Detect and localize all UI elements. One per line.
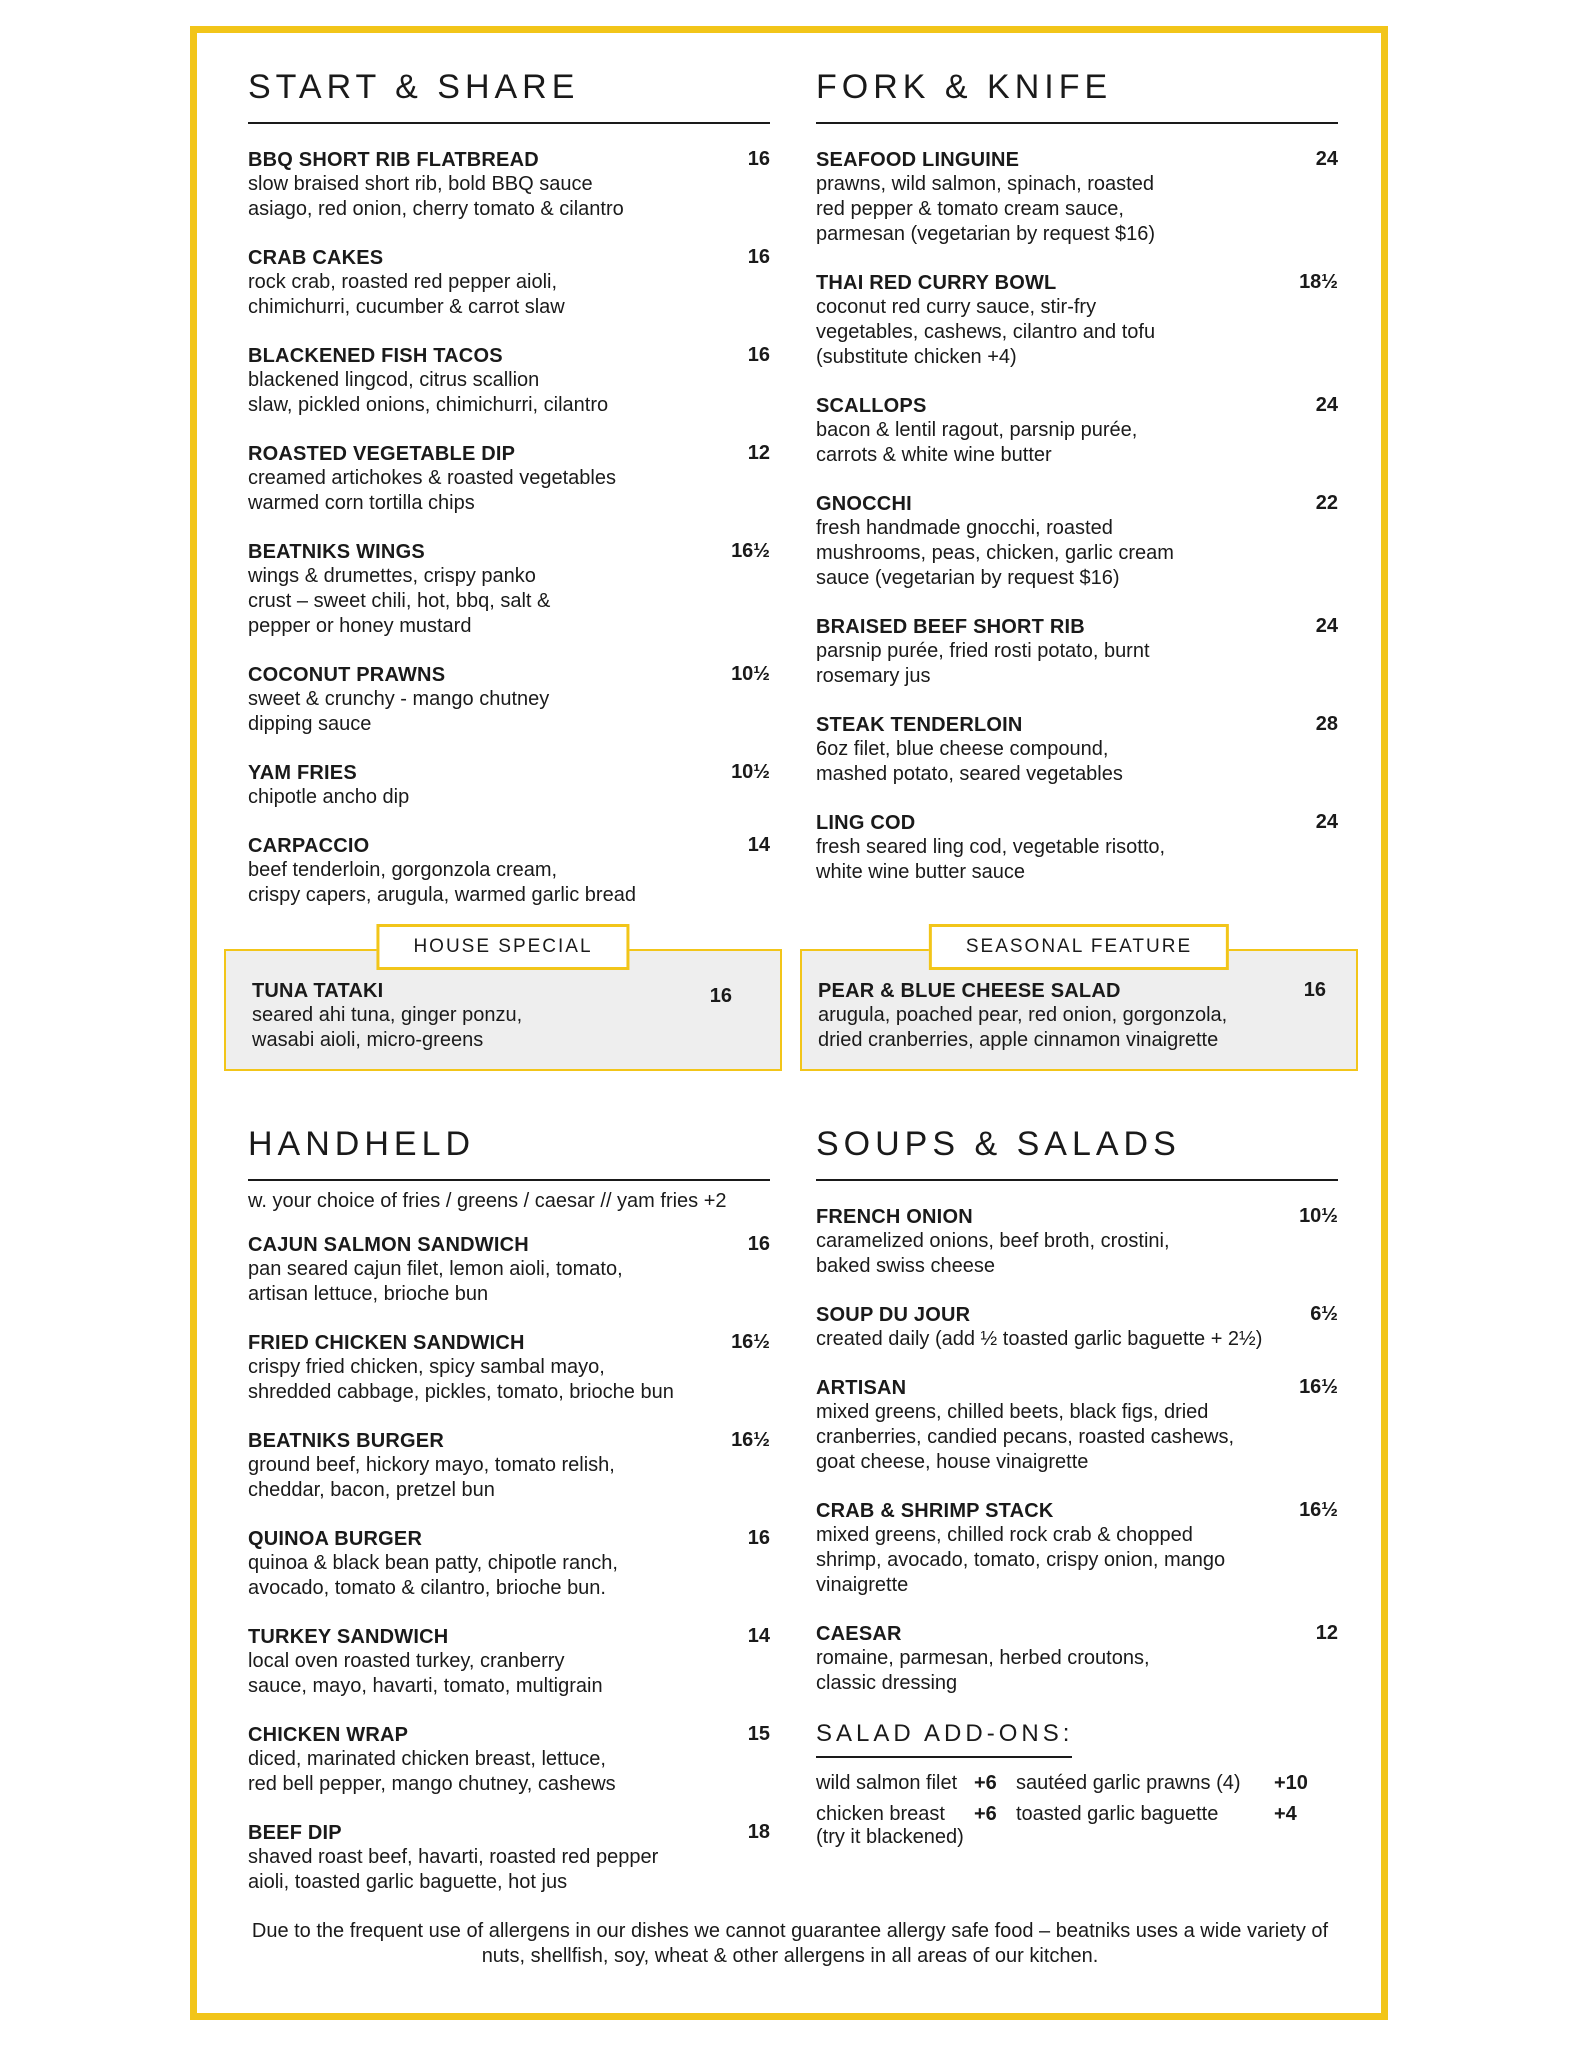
menu-item (248, 1625, 770, 1699)
item-price: 16½ (731, 1331, 770, 1353)
menu-item (248, 148, 770, 222)
item-description: fresh seared ling cod, vegetable risotto, white wine butter sauce (816, 836, 1166, 883)
menu-item (248, 246, 770, 320)
item-description: coconut red curry sauce, stir-fry vegetables, cashews, cilantro and tofu (substitute chicken +4) (816, 296, 1156, 368)
section-title: HANDHELD (248, 1125, 476, 1163)
menu-item (248, 1527, 770, 1601)
item-description: fresh handmade gnocchi, roasted mushrooms, peas, chicken, garlic cream sauce (vegetarian by request $16) (816, 517, 1174, 589)
item-price: 14 (747, 834, 770, 856)
menu-item (248, 344, 770, 418)
menu-item (248, 1331, 770, 1405)
item-price: 24 (1315, 811, 1338, 833)
salad-addons-rule (816, 1756, 1072, 1758)
item-price: 16 (709, 985, 732, 1007)
menu-item (248, 540, 770, 639)
item-price: 16 (747, 1527, 770, 1549)
item-name: BRAISED BEEF SHORT RIB (816, 616, 1085, 638)
menu-item (248, 442, 770, 516)
allergen-disclaimer: Due to the frequent use of allergens in our dishes we cannot guarantee allergy safe food – beatniks uses a wide variety of nuts, shellfish, soy, wheat & other allergens in all areas of our kitchen. (251, 1920, 1329, 1967)
item-price: 16½ (1299, 1376, 1338, 1398)
item-description: seared ahi tuna, ginger ponzu, wasabi aioli, micro-greens (252, 1004, 523, 1051)
section-start-share (248, 70, 770, 908)
menu-item (816, 394, 1338, 468)
menu-item (248, 1723, 770, 1797)
item-description: ground beef, hickory mayo, tomato relish, cheddar, bacon, pretzel bun (248, 1454, 615, 1501)
menu-item (816, 1376, 1338, 1475)
menu-item (248, 761, 770, 810)
item-name: SEAFOOD LINGUINE (816, 149, 1020, 171)
menu-item (248, 1233, 770, 1307)
item-description: bacon & lentil ragout, parsnip purée, carrots & white wine butter (816, 419, 1138, 466)
salad-addons-title: SALAD ADD-ONS: (816, 1720, 1074, 1747)
menu-item (816, 1205, 1338, 1279)
menu-item (816, 811, 1338, 885)
item-name: TUNA TATAKI (252, 980, 384, 1002)
item-description: diced, marinated chicken breast, lettuce, red bell pepper, mango chutney, cashews (248, 1748, 616, 1795)
item-description: rock crab, roasted red pepper aioli, chimichurri, cucumber & carrot slaw (248, 271, 565, 318)
item-name: BBQ SHORT RIB FLATBREAD (248, 149, 539, 171)
item-name: BEEF DIP (248, 1822, 342, 1844)
seasonal-feature-box (800, 936, 1358, 1071)
addon-price: +10 (1274, 1772, 1308, 1794)
item-price: 18 (747, 1821, 770, 1843)
menu-item (248, 834, 770, 908)
addon-name: chicken breast (try it blackened) (816, 1803, 964, 1848)
item-name: GNOCCHI (816, 493, 912, 515)
item-price: 24 (1315, 615, 1338, 637)
item-description: romaine, parmesan, herbed croutons, classic dressing (816, 1647, 1150, 1694)
menu-item (816, 1303, 1338, 1352)
menu-item (816, 615, 1338, 689)
item-price: 10½ (731, 761, 770, 783)
addon-name: wild salmon filet (816, 1772, 958, 1794)
item-name: ROASTED VEGETABLE DIP (248, 443, 516, 465)
item-description: wings & drumettes, crispy panko crust – sweet chili, hot, bbq, salt & pepper or honey mustard (248, 565, 551, 637)
item-name: THAI RED CURRY BOWL (816, 272, 1057, 294)
item-price: 22 (1315, 492, 1338, 514)
item-price: 16 (747, 148, 770, 170)
item-price: 15 (747, 1723, 770, 1745)
item-name: CRAB CAKES (248, 247, 384, 269)
item-name: BEATNIKS BURGER (248, 1430, 444, 1452)
section-rule (248, 1179, 770, 1181)
item-description: shaved roast beef, havarti, roasted red pepper aioli, toasted garlic baguette, hot jus (248, 1846, 659, 1893)
item-description: local oven roasted turkey, cranberry sauce, mayo, havarti, tomato, multigrain (248, 1650, 603, 1697)
item-price: 16 (1303, 979, 1326, 1001)
addon-name: sautéed garlic prawns (4) (1016, 1772, 1241, 1794)
item-name: CRAB & SHRIMP STACK (816, 1500, 1054, 1522)
menu-item (816, 492, 1338, 591)
item-price: 18½ (1299, 271, 1338, 293)
section-rule (248, 122, 770, 124)
section-rule (816, 1179, 1338, 1181)
item-name: BLACKENED FISH TACOS (248, 345, 503, 367)
item-price: 12 (1315, 1622, 1338, 1644)
house-special-box (224, 936, 782, 1071)
item-description: chipotle ancho dip (248, 786, 410, 808)
item-price: 16½ (1299, 1499, 1338, 1521)
seasonal-feature-label: SEASONAL FEATURE (929, 924, 1229, 970)
item-price: 16 (747, 344, 770, 366)
menu-item (816, 1499, 1338, 1598)
item-description: slow braised short rib, bold BBQ sauce asiago, red onion, cherry tomato & cilantro (248, 173, 624, 220)
section-soups-salads (816, 1127, 1338, 1849)
item-description: sweet & crunchy - mango chutney dipping sauce (248, 688, 550, 735)
item-price: 16½ (731, 540, 770, 562)
item-price: 16½ (731, 1429, 770, 1451)
item-name: CARPACCIO (248, 835, 370, 857)
section-title: FORK & KNIFE (816, 68, 1113, 106)
house-special-label: HOUSE SPECIAL (376, 924, 629, 970)
item-name: ARTISAN (816, 1377, 907, 1399)
item-description: pan seared cajun filet, lemon aioli, tomato, artisan lettuce, brioche bun (248, 1258, 623, 1305)
item-price: 6½ (1310, 1303, 1338, 1325)
item-name: CHICKEN WRAP (248, 1724, 409, 1746)
addon-price: +4 (1274, 1803, 1297, 1825)
item-price: 14 (747, 1625, 770, 1647)
item-description: mixed greens, chilled rock crab & chopped shrimp, avocado, tomato, crispy onion, mango vinaigrette (816, 1524, 1226, 1596)
item-name: COCONUT PRAWNS (248, 664, 446, 686)
menu-item (816, 148, 1338, 247)
section-subtitle: w. your choice of fries / greens / caesar // yam fries +2 (248, 1190, 727, 1212)
item-name: SCALLOPS (816, 395, 927, 417)
menu-item (248, 663, 770, 737)
item-description: prawns, wild salmon, spinach, roasted red pepper & tomato cream sauce, parmesan (vegetarian by request $16) (816, 173, 1156, 245)
section-handheld (248, 1127, 770, 1895)
item-name: BEATNIKS WINGS (248, 541, 425, 563)
item-description: crispy fried chicken, spicy sambal mayo, shredded cabbage, pickles, tomato, brioche bun (248, 1356, 674, 1403)
section-fork-knife (816, 70, 1338, 885)
item-name: TURKEY SANDWICH (248, 1626, 449, 1648)
item-description: quinoa & black bean patty, chipotle ranch, avocado, tomato & cilantro, brioche bun. (248, 1552, 618, 1599)
item-name: CAJUN SALMON SANDWICH (248, 1234, 529, 1256)
item-price: 12 (747, 442, 770, 464)
item-name: SOUP DU JOUR (816, 1304, 971, 1326)
item-name: FRENCH ONION (816, 1206, 973, 1228)
menu-item (818, 979, 1326, 1053)
addon-name: toasted garlic baguette (1016, 1803, 1219, 1825)
item-description: blackened lingcod, citrus scallion slaw, pickled onions, chimichurri, cilantro (248, 369, 609, 416)
item-description: beef tenderloin, gorgonzola cream, crispy capers, arugula, warmed garlic bread (248, 859, 636, 906)
item-price: 16 (747, 246, 770, 268)
item-name: LING COD (816, 812, 916, 834)
menu-item (248, 1821, 770, 1895)
item-name: FRIED CHICKEN SANDWICH (248, 1332, 525, 1354)
section-title: SOUPS & SALADS (816, 1125, 1181, 1163)
item-description: 6oz filet, blue cheese compound, mashed potato, seared vegetables (816, 738, 1123, 785)
item-price: 10½ (731, 663, 770, 685)
item-name: YAM FRIES (248, 762, 357, 784)
item-name: PEAR & BLUE CHEESE SALAD (818, 980, 1121, 1002)
item-name: CAESAR (816, 1623, 902, 1645)
menu-item (252, 979, 732, 1053)
menu-item (248, 1429, 770, 1503)
menu-item (816, 1622, 1338, 1696)
section-title: START & SHARE (248, 68, 580, 106)
item-description: caramelized onions, beef broth, crostini, baked swiss cheese (816, 1230, 1170, 1277)
addon-price: +6 (974, 1803, 997, 1825)
menu-item (816, 713, 1338, 787)
item-name: QUINOA BURGER (248, 1528, 423, 1550)
item-price: 24 (1315, 394, 1338, 416)
item-price: 16 (747, 1233, 770, 1255)
item-price: 10½ (1299, 1205, 1338, 1227)
section-rule (816, 122, 1338, 124)
item-description: parsnip purée, fried rosti potato, burnt rosemary jus (816, 640, 1150, 687)
addon-price: +6 (974, 1772, 997, 1794)
item-price: 28 (1315, 713, 1338, 735)
item-description: created daily (add ½ toasted garlic baguette + 2½) (816, 1328, 1263, 1350)
item-price: 24 (1315, 148, 1338, 170)
item-name: STEAK TENDERLOIN (816, 714, 1023, 736)
item-description: creamed artichokes & roasted vegetables warmed corn tortilla chips (248, 467, 616, 514)
item-description: mixed greens, chilled beets, black figs, dried cranberries, candied pecans, roasted cashews, goat cheese, house vinaigrette (816, 1401, 1235, 1473)
menu-item (816, 271, 1338, 370)
item-description: arugula, poached pear, red onion, gorgonzola, dried cranberries, apple cinnamon vinaigrette (818, 1004, 1228, 1051)
salad-addons-grid (816, 1772, 1338, 1849)
